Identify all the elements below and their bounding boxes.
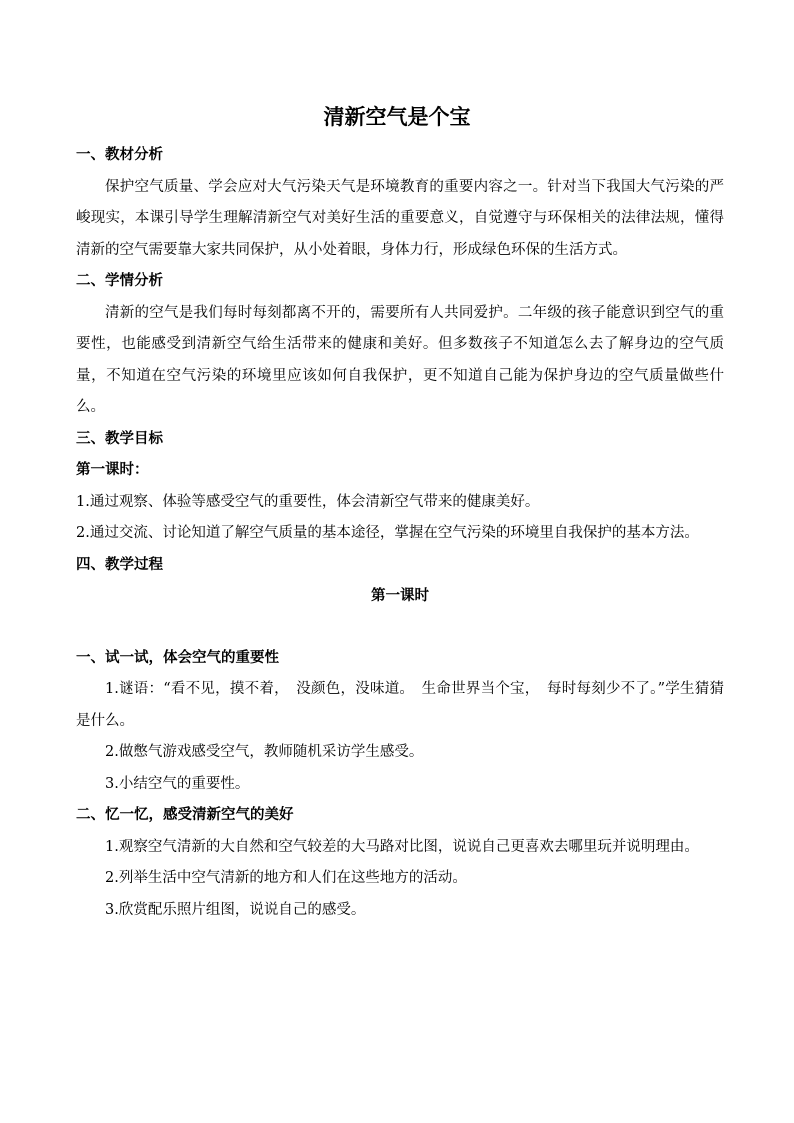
goal-item-2: 2.通过交流、讨论知道了解空气质量的基本途径，掌握在空气污染的环境里自我保护的基本方法。 <box>76 525 699 541</box>
paragraph-student-analysis: 清新的空气是我们每时每刻都离不开的，需要所有人共同爱护。二年级的孩子能意识到空气的重要性，也能感受到清新空气给生活带来的健康和美好。但多数孩子不知道怎么去了解身边的空气质量，不知道在空气污染的环境里应该如何自我保护，更不知道自己能为保护身边的空气质量做些什么。 <box>76 304 724 415</box>
blank-spacer <box>76 613 724 643</box>
document-body <box>76 140 724 926</box>
section-heading-textbook-analysis: 一、教材分析 <box>76 147 163 163</box>
section-heading-student-analysis: 二、学情分析 <box>76 273 163 289</box>
process-heading-1: 一、试一试，体会空气的重要性 <box>76 649 279 666</box>
process-1-item-3: 3.小结空气的重要性。 <box>105 775 250 792</box>
subheading-first-lesson: 第一课时： <box>76 462 149 478</box>
process-2-item-1: 1.观察空气清新的大自然和空气较差的大马路对比图，说说自己更喜欢去哪里玩并说明理由。 <box>105 838 699 855</box>
section-heading-teaching-goals: 三、教学目标 <box>76 430 163 447</box>
process-1-item-1: 1.谜语：“看不见，摸不着， 没颜色，没味道。 生命世界当个宝， 每时每刻少不了。”学生猜猜是什么。 <box>76 681 724 729</box>
goal-item-1: 1.通过观察、体验等感受空气的重要性，体会清新空气带来的健康美好。 <box>76 493 540 510</box>
paragraph-textbook-analysis: 保护空气质量、学会应对大气污染天气是环境教育的重要内容之一。针对当下我国大气污染的严峻现实，本课引导学生理解清新空气对美好生活的重要意义，自觉遵守与环保相关的法律法规，懂得清新的空气需要靠大家共同保护，从小处着眼，身体力行，形成绿色环保的生活方式。 <box>76 178 724 258</box>
page-title: 清新空气是个宝 <box>323 105 471 129</box>
section-heading-teaching-process: 四、教学过程 <box>76 556 163 573</box>
lesson-label: 第一课时 <box>371 588 429 604</box>
process-2-item-2: 2.列举生活中空气清新的地方和人们在这些地方的活动。 <box>105 870 467 886</box>
process-heading-2: 二、忆一忆，感受清新空气的美好 <box>76 807 294 823</box>
process-2-item-3: 3.欣赏配乐照片组图，说说自己的感受。 <box>105 901 366 918</box>
process-1-item-2: 2.做憋气游戏感受空气，教师随机采访学生感受。 <box>105 744 424 760</box>
